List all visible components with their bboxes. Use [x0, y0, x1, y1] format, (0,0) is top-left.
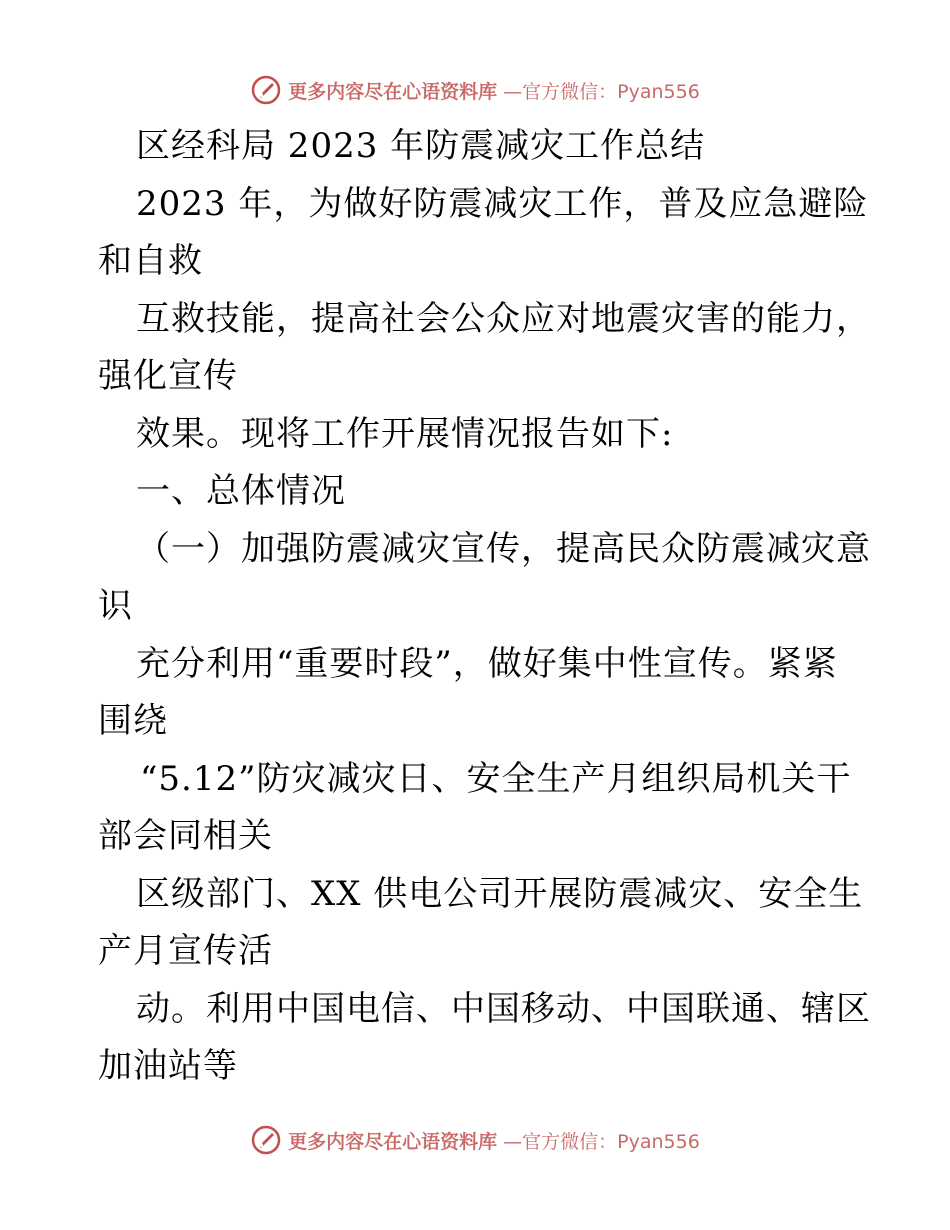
paragraph-line: 加油站等	[98, 1046, 238, 1086]
paragraph-line: “5.12”防灾减灾日、安全生产月组织局机关干	[140, 758, 852, 799]
paragraph-line: 动。利用中国电信、中国移动、中国联通、辖区	[136, 988, 871, 1029]
paragraph-line: 强化宣传	[98, 356, 238, 396]
paragraph-line: 部会同相关	[98, 816, 273, 856]
paragraph-line: 互救技能，提高社会公众应对地震灾害的能力，	[136, 298, 871, 339]
paragraph-line: 效果。现将工作开展情况报告如下:	[136, 413, 674, 454]
section-heading: 一、总体情况	[136, 471, 346, 511]
paragraph-line: 充分利用“重要时段”，做好集中性宣传。紧紧	[136, 643, 838, 684]
header-watermark	[0, 70, 950, 110]
document-title: 区经科局 2023 年防震减灾工作总结	[136, 126, 706, 166]
watermark-text: 更多内容尽在心语资料库	[288, 80, 498, 103]
quill-logo-icon	[250, 1124, 282, 1156]
document-body	[98, 118, 871, 1096]
subsection-heading: 识	[98, 586, 133, 626]
paragraph-line: 2023 年，为做好防震减灾工作，普及应急避险	[136, 183, 869, 224]
paragraph-line: 围绕	[98, 701, 168, 741]
footer-watermark	[0, 1120, 950, 1160]
watermark-suffix: —官方微信：Pyan556	[503, 80, 700, 103]
watermark-text: 更多内容尽在心语资料库	[288, 1130, 498, 1153]
paragraph-line: 产月宣传活	[98, 931, 273, 971]
subsection-heading: （一）加强防震减灾宣传，提高民众防震减灾意	[136, 528, 871, 569]
paragraph-line: 和自救	[98, 241, 203, 281]
quill-logo-icon	[250, 74, 282, 106]
watermark-suffix: —官方微信：Pyan556	[503, 1130, 700, 1153]
paragraph-line: 区级部门、XX 供电公司开展防震减灾、安全生	[136, 873, 864, 914]
